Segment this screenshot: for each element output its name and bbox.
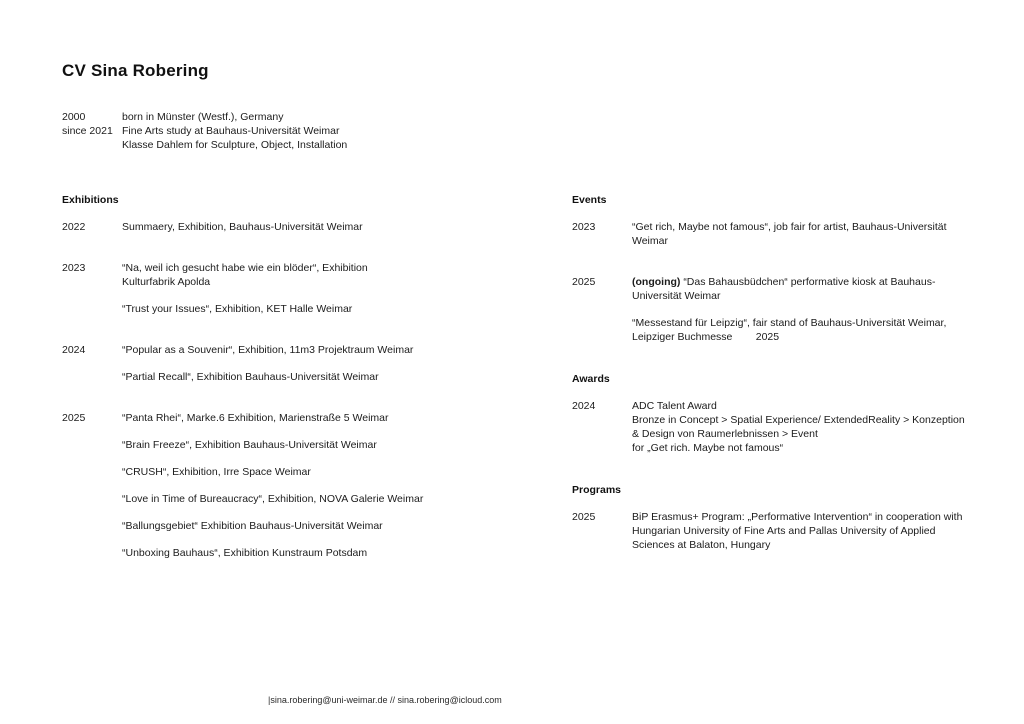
cv-entry [572, 510, 1002, 552]
entry-text: “Popular as a Souvenir“, Exhibition, 11m3 Projektraum Weimar [122, 344, 414, 356]
bio-row [62, 124, 347, 138]
cv-entry [62, 438, 532, 452]
entry-text: “CRUSH“, Exhibition, Irre Space Weimar [122, 466, 311, 478]
cv-section [572, 193, 1002, 344]
entry-year: 2025 [572, 276, 596, 288]
section-heading: Exhibitions [62, 194, 119, 206]
entry-text: “Unboxing Bauhaus“, Exhibition Kunstraum Potsdam [122, 547, 368, 559]
cv-section [572, 372, 1002, 455]
cv-entry [62, 465, 532, 479]
cv-entry [572, 275, 1002, 303]
cv-entry [62, 343, 532, 357]
cv-entry [62, 546, 532, 560]
section-heading: Awards [572, 373, 610, 385]
entry-text: “Messestand für Leipzig“, fair stand of Bauhaus-Universität Weimar, Leipziger Buchmesse 2025 [632, 317, 947, 343]
cv-section [62, 193, 532, 560]
entry-year: 2024 [62, 344, 86, 356]
entry-text: “Panta Rhei“, Marke.6 Exhibition, Marienstraße 5 Weimar [122, 412, 389, 424]
entry-text: ADC Talent Award Bronze in Concept > Spatial Experience/ ExtendedReality > Konzeption & Design von Raumerlebnissen > Event for „Get rich. Maybe not famous“ [632, 400, 965, 454]
entry-text: “Na, weil ich gesucht habe wie ein blöder“, Exhibition Kulturfabrik Apolda [122, 262, 368, 288]
cv-entry [62, 492, 532, 506]
entry-text: “Get rich, Maybe not famous“, job fair for artist, Bauhaus-Universität Weimar [632, 221, 947, 247]
entry-year: 2025 [62, 412, 86, 424]
page-title: CV Sina Robering [62, 61, 209, 80]
cv-entry [572, 399, 1002, 455]
entry-year: 2022 [62, 221, 86, 233]
cv-entry [62, 261, 532, 289]
entry-text: BiP Erasmus+ Program: „Performative Intervention“ in cooperation with Hungarian University of Fine Arts and Pallas University of Applied Sciences at Balaton, Hungary [632, 511, 963, 551]
ongoing-badge: (ongoing) [632, 276, 684, 288]
cv-entry [62, 519, 532, 533]
bio-row [62, 110, 347, 124]
right-column [572, 193, 1002, 565]
cv-entry [62, 302, 532, 316]
bio-text: Klasse Dahlem for Sculpture, Object, Installation [122, 139, 348, 151]
entry-text: “Love in Time of Bureaucracy“, Exhibition, NOVA Galerie Weimar [122, 493, 424, 505]
cv-entry [572, 316, 1002, 344]
entry-text: “Brain Freeze“, Exhibition Bauhaus-Universität Weimar [122, 439, 377, 451]
entry-year: 2024 [572, 400, 596, 412]
cv-entry [62, 220, 532, 234]
cv-entry [62, 411, 532, 425]
entry-text: “Ballungsgebiet“ Exhibition Bauhaus-Universität Weimar [122, 520, 383, 532]
entry-year: 2025 [572, 511, 596, 523]
bio-label: 2000 [62, 111, 86, 123]
bio-text: Fine Arts study at Bauhaus-Universität Weimar [122, 125, 340, 137]
cv-entry [572, 220, 1002, 248]
entry-text: “Partial Recall“, Exhibition Bauhaus-Universität Weimar [122, 371, 379, 383]
cv-entry [62, 370, 532, 384]
entry-year: 2023 [572, 221, 596, 233]
entry-year: 2023 [62, 262, 86, 274]
bio-row [62, 138, 347, 152]
section-heading: Events [572, 194, 607, 206]
entry-text: (ongoing) “Das Bahausbüdchen“ performative kiosk at Bauhaus- Universität Weimar [632, 276, 936, 302]
entry-text: “Trust your Issues“, Exhibition, KET Halle Weimar [122, 303, 353, 315]
footer-contact-emails: |sina.robering@uni-weimar.de // sina.robering@icloud.com [268, 695, 502, 705]
section-heading: Programs [572, 484, 622, 496]
bio-section [62, 110, 347, 152]
entry-text: Summaery, Exhibition, Bauhaus-Universität Weimar [122, 221, 363, 233]
cv-section [572, 483, 1002, 552]
bio-text: born in Münster (Westf.), Germany [122, 111, 284, 123]
left-column [62, 193, 532, 573]
bio-label: since 2021 [62, 125, 113, 137]
